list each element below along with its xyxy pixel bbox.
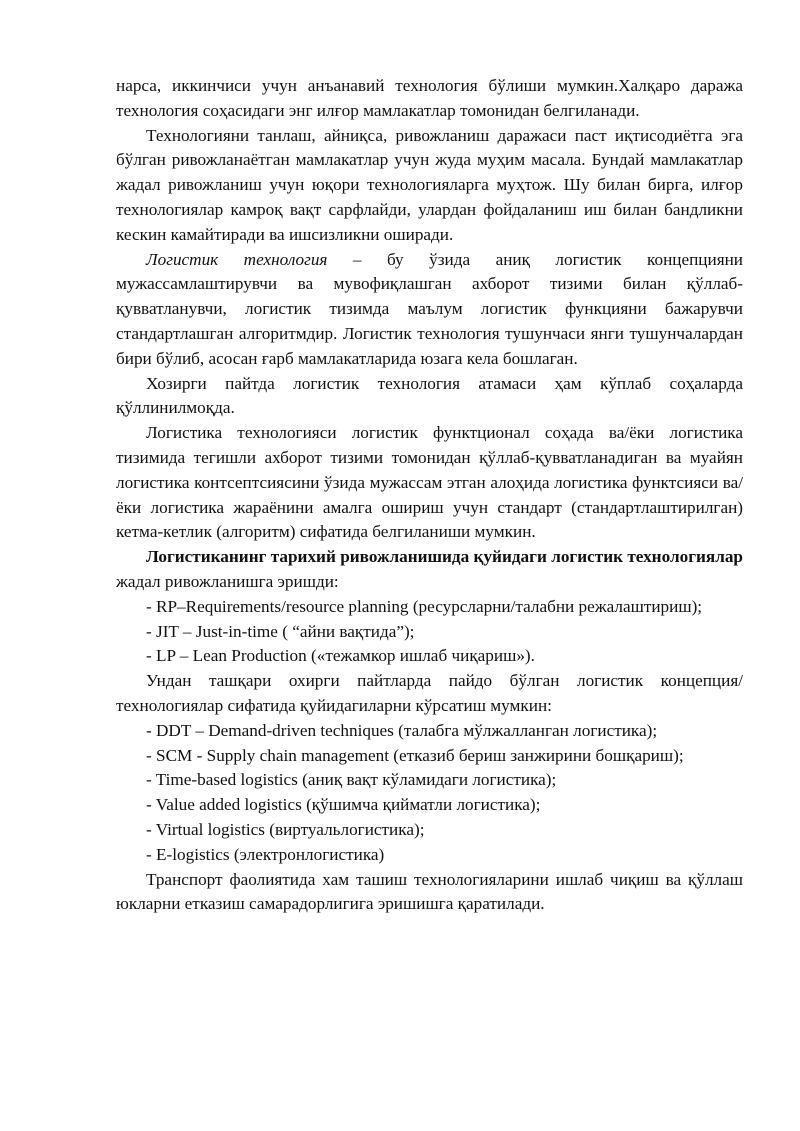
list-item: - JIT – Just-in-time ( “айни вақтида”); [146, 621, 415, 641]
paragraph-logistics-technology-standard: Логистика технологияси логистик функтционал соҳада ва/ёки логистика тизимида тегишли ахборот тизими томонидан қўллаб-қувватланадиган ва муайян логистика контсептсиясини ўзида мужассам этган алоҳида логистика функтсияси ва/ёки логистика жараёнини амалга ошириш учун стандарт (стандартлаштирилган) кетма-кетлик (алгоритм) сифатида белгиланиши мумкин. [116, 423, 743, 542]
paragraph-historical-technologies [116, 545, 743, 595]
list-item: - DDT – Demand-driven techniques (талабга мўлжалланган логистика); [146, 720, 658, 740]
list-item: - Time-based logistics (аниқ вақт кўламидаги логистика); [146, 770, 557, 790]
list-item: - E-logistics (электронлогистика) [146, 844, 385, 864]
paragraph-logistic-technology-definition [116, 248, 743, 372]
term-logistic-technology: Логистик технология [146, 249, 328, 269]
list-item: - Value added logistics (қўшимча қийматли логистика); [146, 795, 541, 815]
paragraph-current-usage: Хозирги пайтда логистик технология атамаси ҳам кўплаб соҳаларда қўллинилмоқда. [116, 373, 743, 418]
list-item: - RP–Requirements/resource planning (ресурсларни/талабни режалаштириш); [146, 596, 703, 616]
paragraph-transport-activity: Транспорт фаолиятида хам ташиш технологияларини ишлаб чиқиш ва қўллаш юкларни етказиш самарадорлигига эришишга қаратилади. [116, 869, 743, 914]
paragraph-technology-choice: Технологияни танлаш, айниқса, ривожланиш даражаси паст иқтисодиётга эга бўлган ривожланаётган мамлакатлар учун жуда муҳим масала. Бундай мамлакатлар жадал ривожланиш учун юқори технологияларга муҳтож. Шу билан бирга, илғор технологиялар камроқ вақт сарфлайди, улардан фойдаланиш иш билан бандликни кескин камайтиради ва ишсизликни оширади. [116, 125, 743, 244]
list-item: - Virtual logistics (виртуальлогистика); [146, 819, 425, 839]
definition-text: – бу ўзида аниқ логистик концепцияни мужассамлаштирувчи ва мувофиқлашган ахборот тизими билан қўллаб-қувватланувчи, логистик тизимда маълум логистик функцияни бажарувчи стандартлашган алгоритмдир. Логистик технология тушунчаси янги тушунчалардан бири бўлиб, асосан ғарб мамлакатларида юзага кела бошлаган. [116, 249, 743, 368]
heading-rest-text: жадал ривожланишга эришди: [116, 571, 339, 591]
document-body [116, 74, 743, 917]
bold-heading-phrase: Логистиканинг тарихий ривожланишида қуйидаги логистик технологиялар [146, 547, 743, 567]
paragraph-intro-continuation: нарса, иккинчиси учун анъанавий технология бўлиши мумкин.Халқаро даража технология соҳасидаги энг илғор мамлакатлар томонидан белгиланади. [116, 76, 743, 120]
list-item: - SCM - Supply chain management (етказиб бериш занжирини бошқариш); [146, 745, 684, 765]
list-item: - LP – Lean Production («тежамкор ишлаб чиқариш»). [146, 646, 535, 666]
paragraph-recent-concepts: Ундан ташқари охирги пайтларда пайдо бўлган логистик концепция/технологиялар сифатида қуйидагиларни кўрсатиш мумкин: [116, 671, 743, 715]
